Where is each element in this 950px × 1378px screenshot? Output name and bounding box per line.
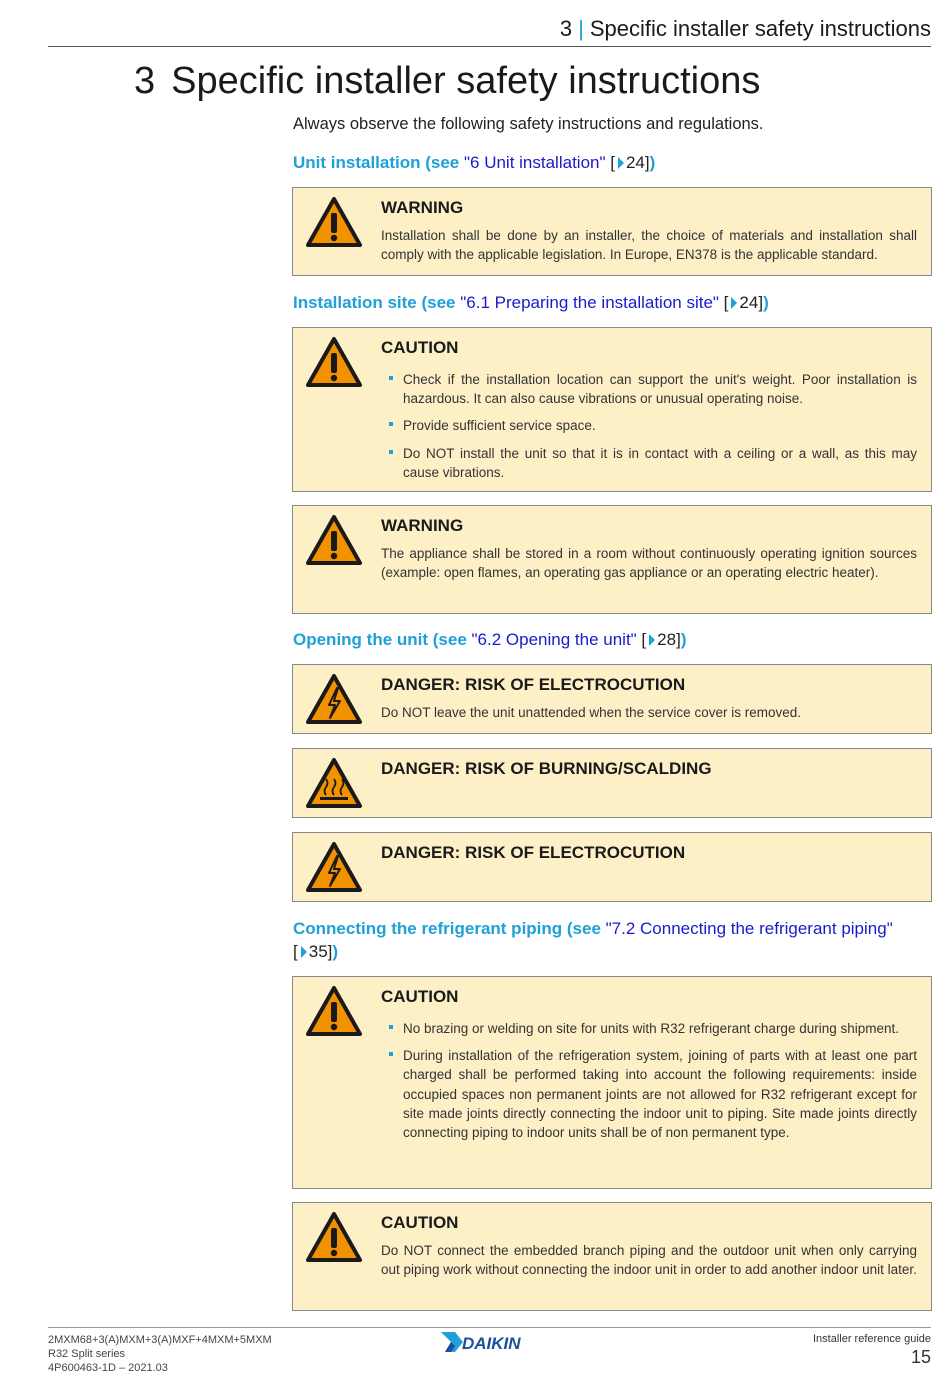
list-item: Provide sufficient service space.: [381, 416, 917, 435]
list-item: No brazing or welding on site for units with R32 refrigerant charge during shipment.: [381, 1019, 917, 1038]
danger-burning-box: [292, 748, 932, 818]
warning-icon: [305, 985, 363, 1037]
warning-box: [292, 505, 932, 614]
cross-reference-link[interactable]: "6.1 Preparing the installation site": [460, 293, 719, 312]
danger-electrocution-box: [292, 832, 932, 902]
cross-reference-link[interactable]: "6.2 Opening the unit": [471, 630, 637, 649]
intro-text: Always observe the following safety instructions and regulations.: [293, 115, 764, 133]
bullet-icon: [389, 1025, 393, 1029]
page-reference: 24: [739, 293, 759, 312]
footer-page-info: [813, 1333, 931, 1368]
running-header: [48, 12, 931, 47]
footer-doc-code: 4P600463-1D – 2021.03: [48, 1362, 168, 1374]
bullet-icon: [389, 450, 393, 454]
running-header-chapter-num: 3: [559, 16, 573, 41]
footer-divider: [48, 1327, 931, 1328]
box-title: WARNING: [381, 198, 464, 217]
caution-box: [292, 1202, 932, 1311]
chapter-title-text: Specific installer safety instructions: [171, 60, 761, 102]
box-body: Do NOT connect the embedded branch piping and the outdoor unit when only carrying out piping work without connecting the indoor unit in order to add another indoor unit later.: [381, 1243, 917, 1278]
footer-doc-title: Installer reference guide: [812, 1333, 931, 1345]
page-title: [134, 60, 760, 103]
cross-reference-link[interactable]: "6 Unit installation": [463, 153, 606, 172]
warning-icon: [305, 514, 363, 566]
bullet-icon: [389, 1052, 393, 1056]
running-header-text: [560, 16, 931, 42]
list-item: During installation of the refrigeration system, joining of parts with at least one part charged shall be performed taking into account the following requirements: inside occupied spaces non permanent joints are not allowed for R32 refrigerant except for site made joints directly connecting the indoor unit to piping. Site made joints directly connecting piping to indoor units shall be of non permanent type.: [381, 1046, 917, 1142]
daikin-logo: [441, 1330, 541, 1354]
section-label: Connecting the refrigerant piping (see: [293, 919, 606, 938]
danger-electrocution-box: [292, 664, 932, 734]
running-header-chapter-title: Specific installer safety instructions: [589, 16, 931, 41]
box-title: DANGER: RISK OF ELECTROCUTION: [381, 675, 686, 694]
running-header-divider: |: [578, 16, 584, 41]
box-title: CAUTION: [381, 338, 459, 357]
footer-model: 2MXM68+3(A)MXM+3(A)MXF+4MXM+5MXM: [48, 1334, 272, 1346]
caution-box: [292, 327, 932, 492]
section-label: Installation site (see: [293, 293, 461, 312]
box-body: Installation shall be done by an installer, the choice of materials and installation shall comply with the applicable legislation. In Europe, EN378 is the applicable standard.: [381, 228, 917, 263]
section-heading-unit-installation: Unit installation (see "6 Unit installation" [ 24]): [293, 153, 656, 172]
list-item: Do NOT install the unit so that it is in contact with a ceiling or a wall, as this may cause vibrations.: [381, 444, 917, 482]
section-label: Opening the unit (see: [293, 630, 472, 649]
page-pointer-icon: [731, 297, 737, 309]
warning-box: [292, 187, 932, 276]
box-title: DANGER: RISK OF BURNING/SCALDING: [381, 759, 712, 778]
page-reference: 24: [625, 153, 645, 172]
footer-product-info: [48, 1333, 272, 1375]
hot-surface-icon: [305, 757, 363, 809]
page-pointer-icon: [618, 157, 624, 169]
list-item: Check if the installation location can support the unit's weight. Poor installation is hazardous. It can also cause vibrations or unusual operating noise.: [381, 370, 917, 408]
section-heading-connecting-refrigerant-piping: Connecting the refrigerant piping (see "7.2 Connecting the refrigerant piping" [ 35]): [293, 919, 893, 961]
cross-reference-link[interactable]: "7.2 Connecting the refrigerant piping": [605, 919, 893, 938]
chapter-number: 3: [134, 60, 156, 102]
box-title: CAUTION: [381, 987, 459, 1006]
page-reference: 28: [657, 630, 677, 649]
bullet-icon: [389, 422, 393, 426]
page-number: 15: [910, 1347, 931, 1367]
bullet-icon: [389, 376, 393, 380]
box-title: DANGER: RISK OF ELECTROCUTION: [381, 843, 686, 862]
electrocution-icon: [305, 673, 363, 725]
page-reference: 35: [308, 942, 328, 961]
box-body: The appliance shall be stored in a room without continuously operating ignition sources (example: open flames, an operating gas appliance or an operating electric heater).: [381, 546, 917, 581]
caution-list: [381, 1019, 917, 1150]
electrocution-icon: [305, 841, 363, 893]
box-body: Do NOT leave the unit unattended when the service cover is removed.: [381, 705, 801, 720]
box-title: WARNING: [381, 516, 464, 535]
caution-list: [381, 370, 917, 490]
box-title: CAUTION: [381, 1213, 459, 1232]
section-heading-opening-the-unit: Opening the unit (see "6.2 Opening the unit" [ 28]): [293, 630, 687, 649]
warning-icon: [305, 196, 363, 248]
section-label: Unit installation (see: [293, 153, 464, 172]
warning-icon: [305, 1211, 363, 1263]
section-heading-installation-site: Installation site (see "6.1 Preparing the installation site" [ 24]): [293, 293, 769, 312]
warning-icon: [305, 336, 363, 388]
page-pointer-icon: [301, 946, 307, 958]
page-pointer-icon: [649, 634, 655, 646]
logo-text: DAIKIN: [462, 1334, 521, 1353]
footer-series: R32 Split series: [48, 1348, 126, 1360]
caution-box: [292, 976, 932, 1189]
